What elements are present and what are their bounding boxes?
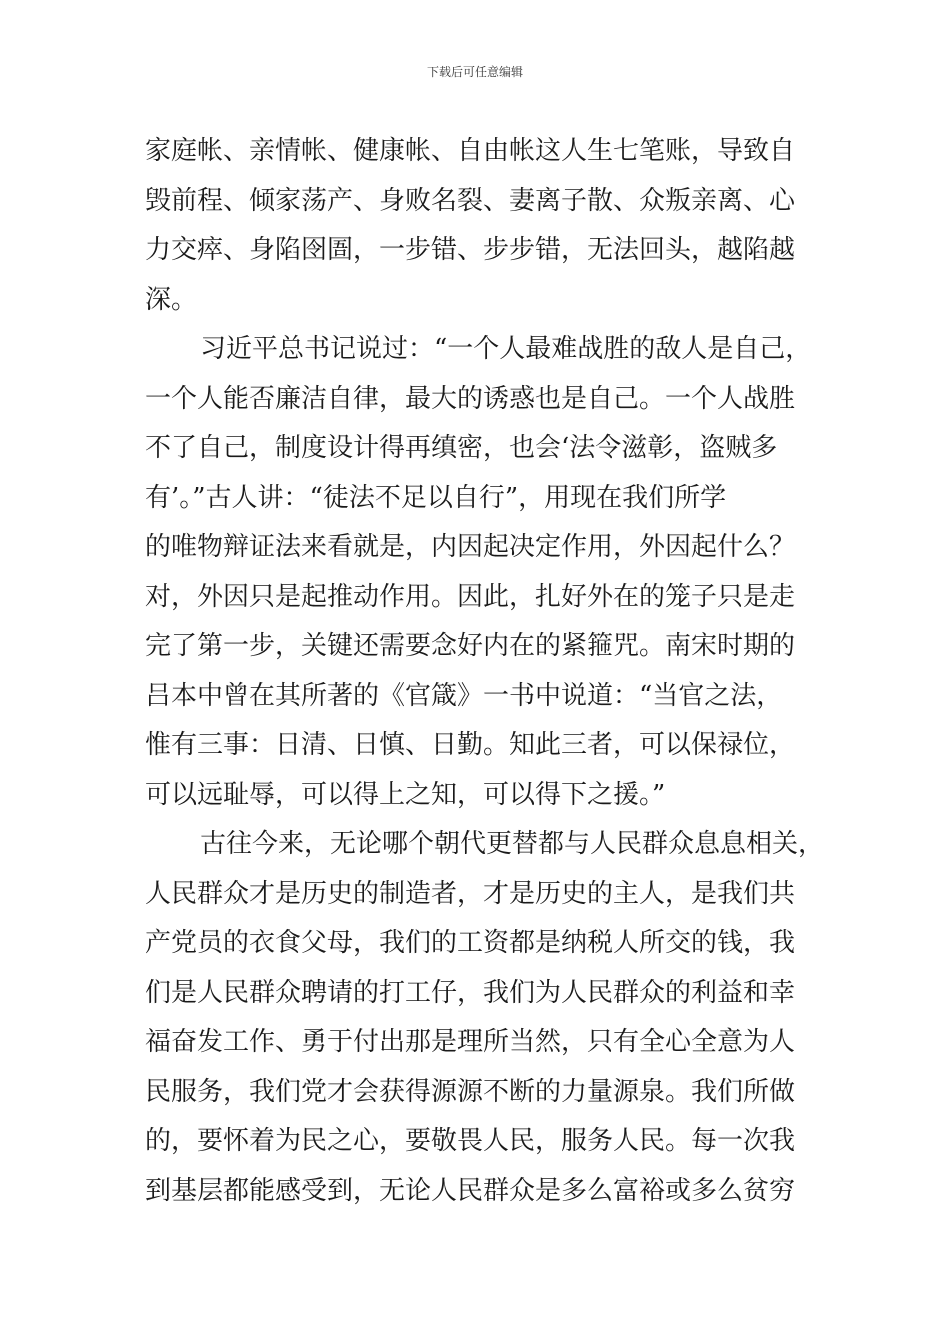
text-line: 不了自己，制度设计得再缜密，也会‘法令滋彰，盗贼多	[145, 433, 778, 463]
text-line: 民服务，我们党才会获得源源不断的力量源泉。我们所做	[145, 1076, 796, 1107]
text-line: 产党员的衣食父母，我们的工资都是纳税人所交的钱，我	[145, 928, 796, 958]
text-line: 人民群众才是历史的制造者，才是历史的主人，是我们共	[145, 878, 796, 909]
text-line: 有’。”古人讲：“徒法不足以自行”，用现在我们所学	[145, 482, 727, 513]
text-line: 一个人能否廉洁自律，最大的诱惑也是自己。一个人战胜	[145, 383, 796, 414]
text-line: 对，外因只是起推动作用。因此，扎好外在的笼子只是走	[145, 581, 796, 612]
text-line: 到基层都能感受到，无论人民群众是多么富裕或多么贫穷	[145, 1175, 796, 1206]
page-header: 下载后可任意编辑	[426, 65, 523, 79]
text-line: 惟有三事：日清、日慎、日勤。知此三者，可以保禄位，	[145, 730, 796, 760]
text-line: 吕本中曾在其所著的《官箴》一书中说道：“当官之法，	[145, 680, 783, 711]
text-line: 可以远耻辱，可以得上之知，可以得下之援。”	[145, 779, 666, 810]
text-line: 家庭帐、亲情帐、健康帐、自由帐这人生七笔账，导致自	[145, 136, 796, 166]
text-line: 的，要怀着为民之心，要敬畏人民，服务人民。每一次我	[145, 1126, 796, 1156]
text-line: 力交瘁、身陷囹圄，一步错、步步错，无法回头，越陷越	[145, 235, 796, 265]
text-line: 深。	[145, 284, 198, 315]
text-line: 古往今来，无论哪个朝代更替都与人民群众息息相关，	[200, 829, 825, 859]
text-line: 福奋发工作、勇于付出那是理所当然，只有全心全意为人	[145, 1027, 796, 1057]
text-line: 习近平总书记说过：“一个人最难战胜的敌人是自己，	[200, 334, 812, 364]
text-line: 完了第一步，关键还需要念好内在的紧箍咒。南宋时期的	[145, 631, 796, 661]
text-line: 们是人民群众聘请的打工仔，我们为人民群众的利益和幸	[145, 977, 796, 1008]
text-line: 毁前程、倾家荡产、身败名裂、妻离子散、众叛亲离、心	[145, 185, 796, 216]
text-line: 的唯物辩证法来看就是，内因起决定作用，外因起什么？	[145, 532, 796, 562]
